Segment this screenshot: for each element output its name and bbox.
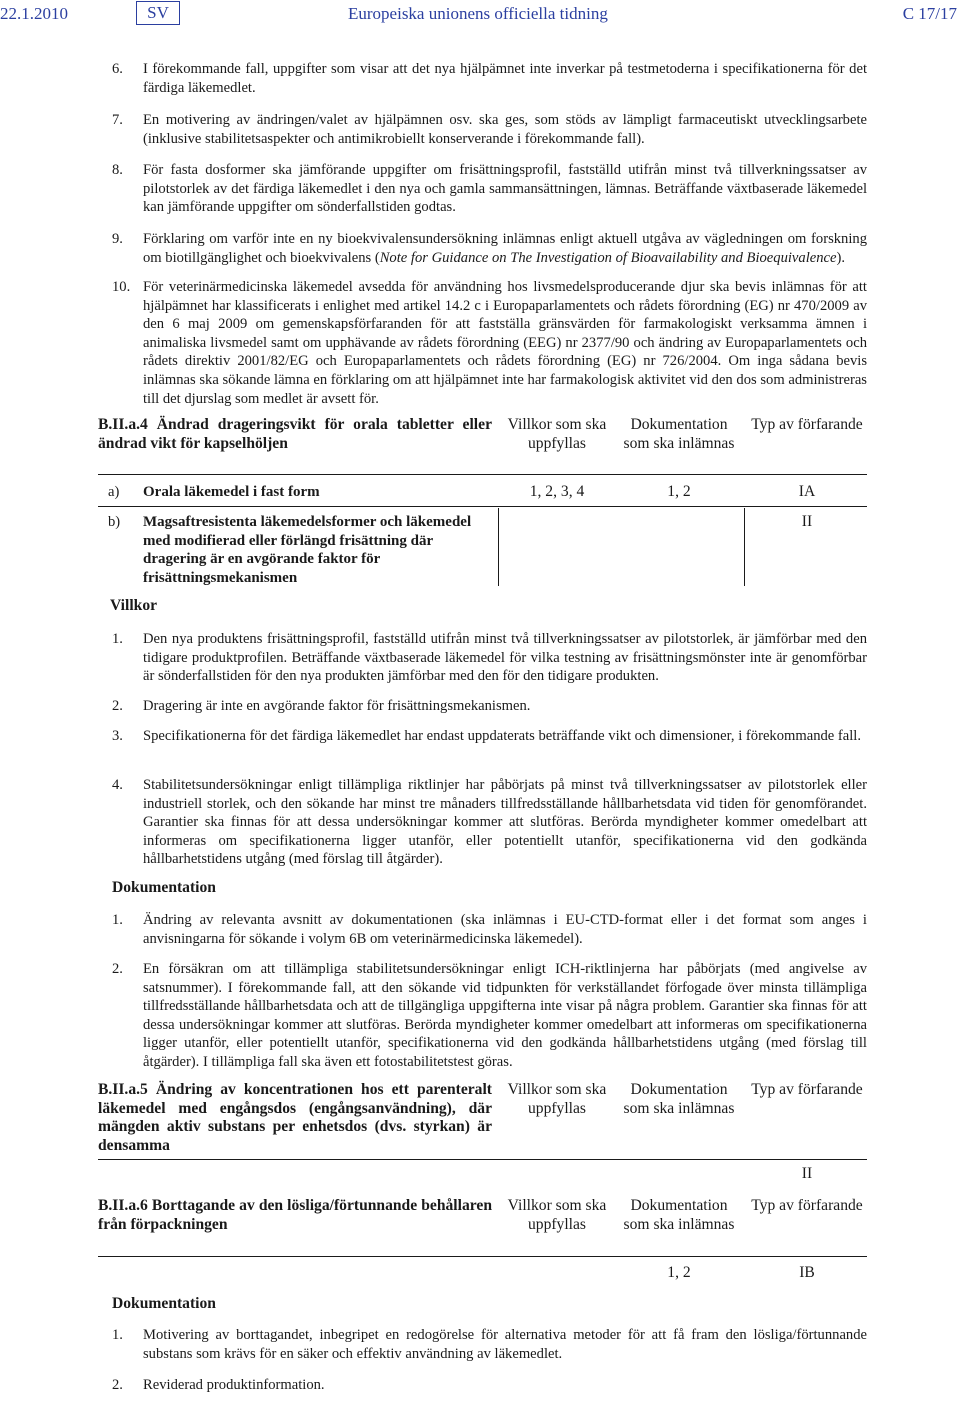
list-item: 1. Ändring av relevanta avsnitt av dokumentationen (ska inlämnas i EU-CTD-format eller i det format som anges i anvisningarna för sökande i volym 6B om veterinärmedicinska läkemedel). xyxy=(112,912,867,947)
documentation-heading: Dokumentation xyxy=(112,879,216,896)
header-language-box: SV xyxy=(136,1,180,25)
section-title-b2a6: B.II.a.6 Borttagande av den lösliga/förtunnande behållaren från förpackningen xyxy=(98,1197,492,1233)
list-item: 1. Den nya produktens frisättningsprofil, fastställd utifrån minst två tillverkningssatser av pilotstorlek, är jämförbar med den tidigare produktprofilen. Beträffande växtbaserade läkemedel för vilka testning av frisättningsmönster inte är genomförbar är sönderfallstiden för den nya produkten jämförbar med den för den tidigare produkten. xyxy=(112,631,867,685)
col-header-procedure: Typ av förfarande xyxy=(751,1081,863,1098)
section6-documentation-value: 1, 2 xyxy=(667,1264,691,1281)
list-item: 8. För fasta dosformer ska jämförande uppgifter om frisättningsprofil, fastställd utifrån minst två tillverkningssatser av pilotstorlek av det färdiga läkemedlet i den nya och gamla sammansättningen, lämnas. Beträffande växtbaserade läkemedel kan jämförande uppgifter om sönderfallstiden godtas. xyxy=(112,162,867,216)
table-rule xyxy=(98,1256,867,1257)
col-header-procedure: Typ av förfarande xyxy=(751,1197,863,1214)
section5-procedure: II xyxy=(801,1165,813,1182)
list-item: 1. Motivering av borttagandet, inbegripet en redogörelse för alternativa metoder för att få fram den lösliga/förtunnande substans som krävs för en säker och effektiv användning av läkemedlet. xyxy=(112,1327,867,1362)
col-header-documentation: Dokumentation som ska inlämnas xyxy=(623,1197,735,1233)
list-item: 2. Reviderad produktinformation. xyxy=(112,1377,325,1393)
list-item: 4. Stabilitetsundersökningar enligt tillämpliga riktlinjer har påbörjats på minst två tillverkningssatser av pilotstorlek eller industriell storlek, och den sökande har minst tre månaders tillfredsställande hållbarhetsdata vid tiden för genomförandet. Garantier ska finnas för att dessa undersökningar kommer att slutföras. Berörda myndigheter kommer omedelbart att informeras om specifikationerna ligger utanför, eller potentiellt utanför, specifikationerna vid den godkända hållbarhetstidens utgång (med förslag till åtgärder). xyxy=(112,777,867,868)
list-item: 2. En försäkran om att tillämpliga stabilitetsundersökningar enligt ICH-riktlinjerna har påbörjats (med angivelse av satsnummer). I förekommande fall, att den sökande vid tidpunkten för verkställandet förfogade över minsta tillämpliga tillfredsställande hållbarhetsdata och att de tillgängliga uppgifterna inte visar på några problem. Garantier ska finnas för att dessa undersökningar kommer att slutföras. Berörda myndigheter kommer omedelbart att informeras om specifikationerna ligger utanför, eller potentiellt utanför, specifikationerna vid den godkända hållbarhetstidens utgång (med förslag till åtgärder). I tillämpliga fall ska även ett fotostabilitetstest göras. xyxy=(112,961,867,1070)
section6-procedure: IB xyxy=(799,1264,815,1281)
col-header-conditions: Villkor som ska uppfyllas xyxy=(507,1081,607,1117)
list-item: 7. En motivering av ändringen/valet av hjälpämnen osv. ska ges, som stöds av lämpligt farmaceutiskt utvecklingsarbete (inklusive stabilitetsaspekter och antimikrobiellt konserverande i förekommande fall). xyxy=(112,112,867,147)
col-header-conditions: Villkor som ska uppfyllas xyxy=(507,1197,607,1233)
page-header xyxy=(0,0,960,30)
list-item: 9. Förklaring om varför inte en ny bioekvivalensundersökning inlämnas enligt aktuell utgåva av vägledningen om forskning om biotillgänglighet och bioekvivalens (Note for Guidance on The Investigation of Bioavailability and Bioequivalence). xyxy=(112,231,867,266)
col-header-documentation: Dokumentation som ska inlämnas xyxy=(623,416,735,452)
header-date: 22.1.2010 xyxy=(0,4,68,23)
list-item: 6. I förekommande fall, uppgifter som visar att det nya hjälpämnet inte inverkar på testmetoderna i specifikationerna för det färdiga läkemedlet. xyxy=(112,61,867,96)
col-header-documentation: Dokumentation som ska inlämnas xyxy=(623,1081,735,1117)
header-page-number: C 17/17 xyxy=(902,4,957,23)
table-rule xyxy=(98,506,867,507)
table-vrule xyxy=(498,508,499,586)
documentation-heading: Dokumentation xyxy=(112,1295,216,1312)
header-journal-title: Europeiska unionens officiella tidning xyxy=(348,4,608,23)
col-header-procedure: Typ av förfarande xyxy=(751,416,863,433)
table-rule xyxy=(98,474,867,475)
table-rule xyxy=(98,1159,867,1160)
table-vrule xyxy=(744,508,745,586)
col-header-conditions: Villkor som ska uppfyllas xyxy=(507,416,607,452)
list-item: 2. Dragering är inte en avgörande faktor för frisättningsmekanismen. xyxy=(112,698,531,714)
section-title-b2a5: B.II.a.5 Ändring av koncentrationen hos ett parenteralt läkemedel med engångsdos (engångsanvändning), där mängden aktiv substans per enhetsdos (dvs. styrkan) är densamma xyxy=(98,1081,492,1154)
conditions-heading: Villkor xyxy=(110,597,158,614)
section-title-b2a4: B.II.a.4 Ändrad drageringsvikt för orala tabletter eller ändrad vikt för kapselhöljen xyxy=(98,416,492,452)
list-item: 3. Specifikationerna för det färdiga läkemedlet har endast uppdaterats beträffande vikt och dimensioner, i förekommande fall. xyxy=(112,728,862,744)
list-item: 10. För veterinärmedicinska läkemedel avsedda för användning hos livsmedelsproducerande djur ska bevis inlämnas för att hjälpämnet har klassificerats i enlighet med artikel 14.2 c i Europaparlamentets och rådets förordning (EG) nr 470/2009 av den 6 maj 2009 om gemenskapsförfaranden för att fastställa gränsvärden för farmakologiskt verksamma ämnen i animaliska livsmedel samt om upphävande av rådets förordning (EEG) nr 2377/90 och ändring av Europaparlamentets och rådets direktiv 2001/82/EG och Europaparlamentets och rådets förordning (EG) nr 726/2004. Om inga sådana bevis inlämnas ska sökande lämna en förklaring om att hjälpämnet inte har farmakologisk aktivitet vid den dos som administreras till det djurslag som medlet är avsett för. xyxy=(112,279,867,407)
